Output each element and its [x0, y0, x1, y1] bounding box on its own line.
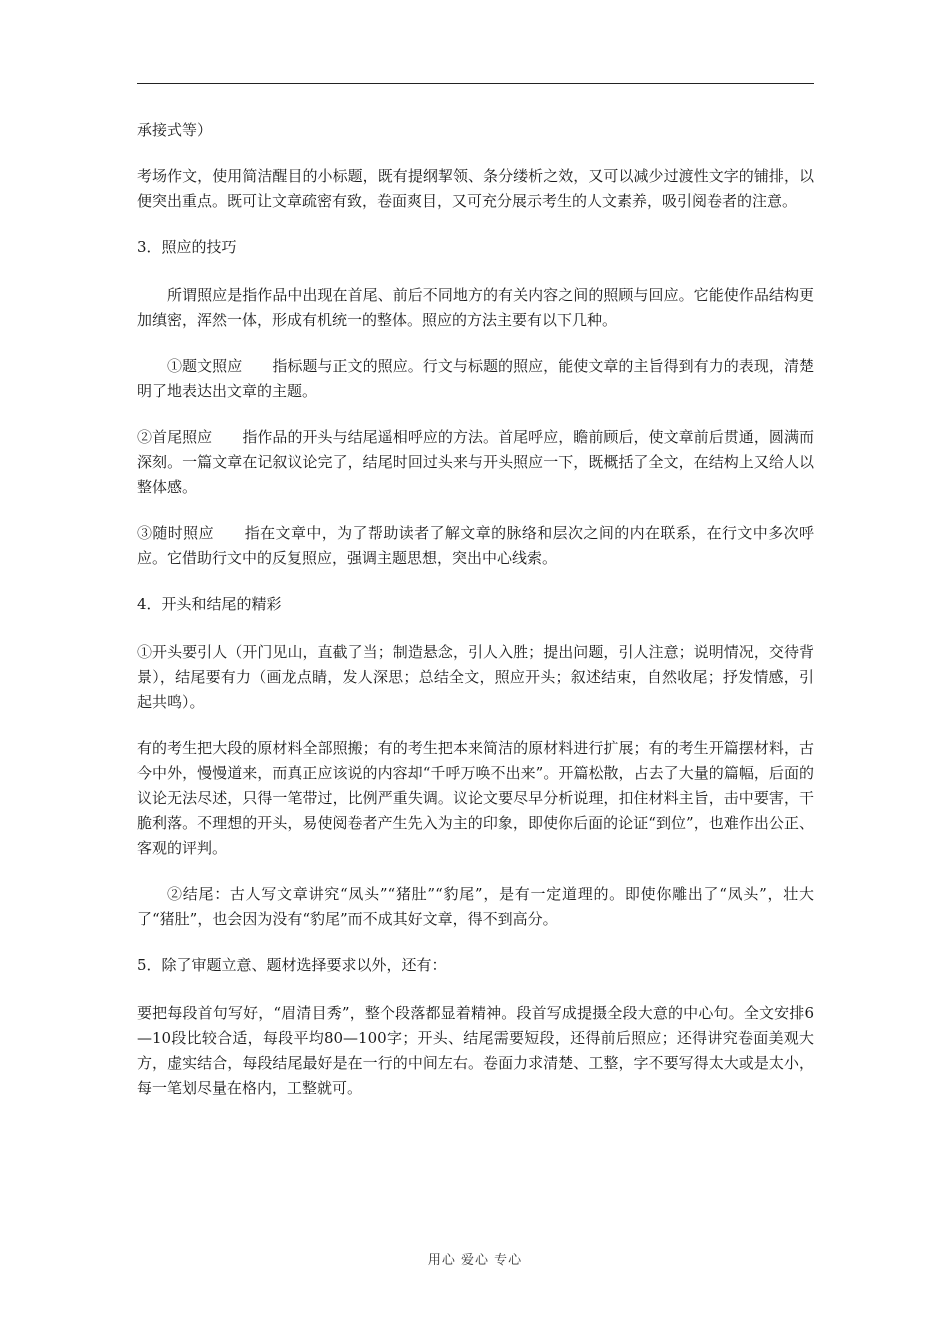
paragraph-final-advice: 要把每段首句写好，“眉清目秀”，整个段落都显着精神。段首写成提摄全段大意的中心句。全文安排6—10段比较合适，每段平均80—100字；开头、结尾需要短段，还得前后照应；还得讲究卷面美观大方，虚实结合，每段结尾最好是在一行的中间左右。卷面力求清楚、工整，字不要写得太大或是太小，每一笔划尽量在格内，工整就可。	[137, 1004, 814, 1097]
paragraph-echo-head-tail: ②首尾照应 指作品的开头与结尾遥相呼应的方法。首尾呼应，瞻前顾后，使文章前后贯通，圆满而深刻。一篇文章在记叙议论完了，结尾时回过头来与开头照应一下，既概括了全文，在结构上又给人以整体感。	[137, 428, 814, 496]
paragraph-echo-definition: 所谓照应是指作品中出现在首尾、前后不同地方的有关内容之间的照顾与回应。它能使作品结构更加缜密，浑然一体，形成有机统一的整体。照应的方法主要有以下几种。	[137, 286, 814, 329]
paragraph-echo-anytime: ③随时照应 指在文章中，为了帮助读者了解文章的脉络和层次之间的内在联系，在行文中多次呼应。它借助行文中的反复照应，强调主题思想，突出中心线索。	[137, 524, 814, 567]
paragraph-subtitle-advice: 考场作文，使用简洁醒目的小标题，既有提纲挈领、条分缕析之效，又可以减少过渡性文字的铺排，以便突出重点。既可让文章疏密有致，卷面爽目，又可充分展示考生的人文素养，吸引阅卷者的注意。	[137, 167, 814, 210]
header-rule	[137, 83, 814, 84]
paragraph-echo-title: ①题文照应 指标题与正文的照应。行文与标题的照应，能使文章的主旨得到有力的表现，清楚明了地表达出文章的主题。	[137, 357, 814, 400]
paragraph-continuation: 承接式等）	[137, 121, 213, 139]
page-footer: 用心 爱心 专心	[427, 1253, 523, 1268]
paragraph-ending: ②结尾：古人写文章讲究“凤头”“猪肚”“豹尾”，是有一定道理的。即使你雕出了“凤头”，壮大了“猪肚”，也会因为没有“豹尾”而不成其好文章，得不到高分。	[137, 885, 814, 928]
paragraph-opening-problems: 有的考生把大段的原材料全部照搬；有的考生把本来简洁的原材料进行扩展；有的考生开篇摆材料，古今中外，慢慢道来，而真正应该说的内容却“千呼万唤不出来”。开篇松散，占去了大量的篇幅，后面的议论无法尽述，只得一笔带过，比例严重失调。议论文要尽早分析说理，扣住材料主旨，击中要害，干脆利落。不理想的开头，易使阅卷者产生先入为主的印象，即使你后面的论证“到位”，也难作出公正、客观的评判。	[137, 739, 814, 857]
section-heading-3: 3．照应的技巧	[137, 238, 237, 256]
section-heading-4: 4．开头和结尾的精彩	[137, 595, 282, 613]
section-heading-5: 5．除了审题立意、题材选择要求以外，还有：	[137, 956, 447, 974]
paragraph-opening-rules: ①开头要引人（开门见山，直截了当；制造悬念，引人入胜；提出问题，引人注意；说明情况，交待背景），结尾要有力（画龙点睛，发人深思；总结全文，照应开头；叙述结束，自然收尾；抒发情感，引起共鸣）。	[137, 643, 814, 711]
document-body	[137, 118, 814, 1122]
